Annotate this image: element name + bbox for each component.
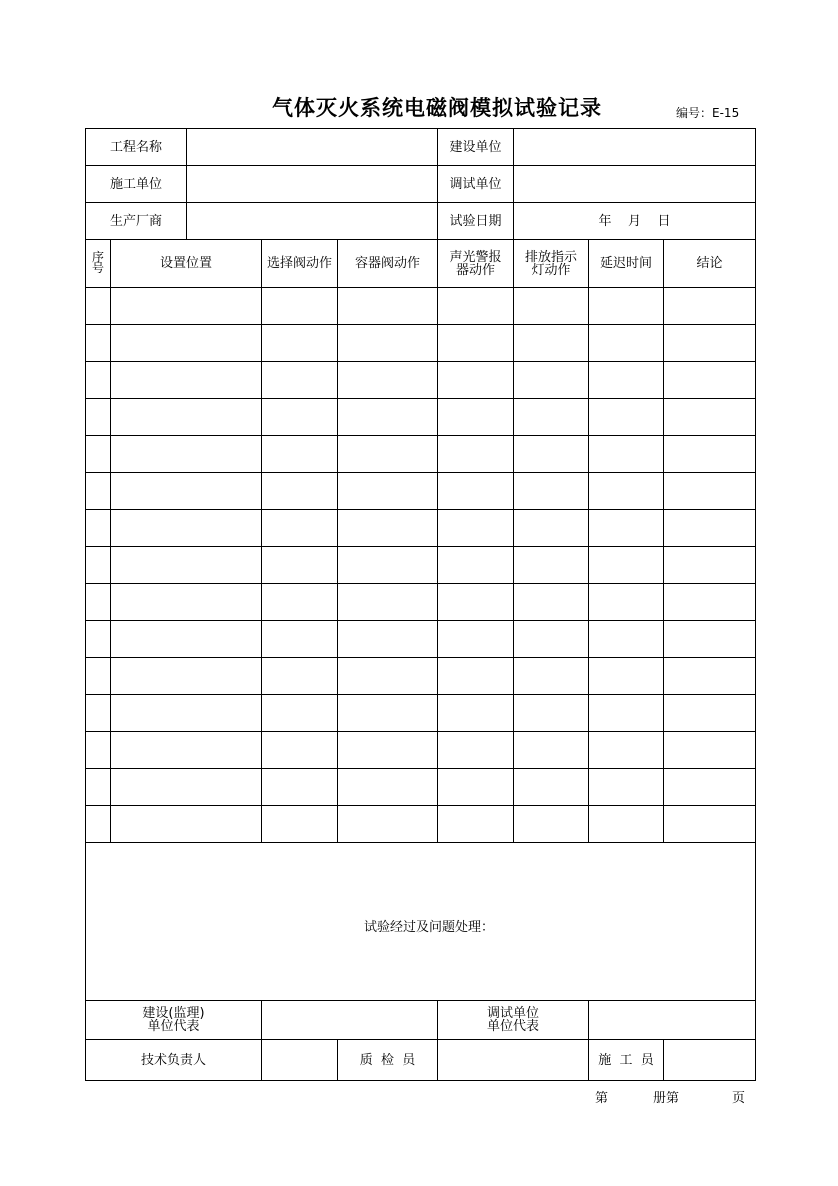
signature-row-2 [86,1040,756,1081]
cell-location[interactable] [111,806,262,843]
cell-delay[interactable] [589,362,664,399]
data-rows [86,288,756,843]
cell-location[interactable] [111,584,262,621]
footer-volume-suffix: 册第 [653,1091,680,1106]
cell-delay[interactable] [589,473,664,510]
cell-selector-valve[interactable] [262,658,338,695]
cell-alarm[interactable] [438,806,514,843]
table-row [86,436,756,473]
cell-seq[interactable] [86,621,111,658]
commissioning-rep-label-text: 调试单位单位代表 [487,1006,540,1034]
cell-conclusion[interactable] [664,621,756,658]
cell-container-valve[interactable] [338,399,438,436]
table-row [86,547,756,584]
cell-seq[interactable] [86,362,111,399]
cell-container-valve[interactable] [338,658,438,695]
cell-conclusion[interactable] [664,399,756,436]
cell-alarm[interactable] [438,695,514,732]
table-row [86,288,756,325]
cell-seq[interactable] [86,510,111,547]
form-title: 气体灭火系统电磁阀模拟试验记录 [272,96,602,120]
cell-location[interactable] [111,695,262,732]
cell-seq[interactable] [86,288,111,325]
cell-delay[interactable] [589,769,664,806]
cell-location[interactable] [111,732,262,769]
builder-label: 建设单位 [438,129,514,166]
cell-conclusion[interactable] [664,658,756,695]
project-name-field[interactable] [187,129,438,166]
cell-discharge-light[interactable] [514,658,589,695]
header-container-valve: 容器阀动作 [338,240,438,288]
cell-discharge-light[interactable] [514,362,589,399]
cell-discharge-light[interactable] [514,695,589,732]
cell-alarm[interactable] [438,473,514,510]
cell-seq[interactable] [86,325,111,362]
table-row [86,621,756,658]
cell-location[interactable] [111,288,262,325]
form-code-label: 编号： [676,106,713,120]
cell-alarm[interactable] [438,584,514,621]
builder-rep-label [86,1001,262,1040]
cell-conclusion[interactable] [664,362,756,399]
commissioning-rep-label [438,1001,589,1040]
cell-container-valve[interactable] [338,695,438,732]
builder-rep-field[interactable] [262,1001,438,1040]
cell-alarm[interactable] [438,325,514,362]
cell-seq[interactable] [86,695,111,732]
record-form [85,128,756,1081]
table-header-row [86,240,756,288]
cell-discharge-light[interactable] [514,732,589,769]
cell-alarm[interactable] [438,399,514,436]
info-row-2 [86,166,756,203]
inspector-field[interactable] [438,1040,589,1081]
cell-seq[interactable] [86,732,111,769]
cell-location[interactable] [111,658,262,695]
cell-conclusion[interactable] [664,473,756,510]
cell-conclusion[interactable] [664,584,756,621]
header-discharge-light-text: 排放指示灯动作 [525,249,578,278]
table-row [86,695,756,732]
cell-discharge-light[interactable] [514,621,589,658]
cell-delay[interactable] [589,806,664,843]
cell-alarm[interactable] [438,658,514,695]
cell-container-valve[interactable] [338,325,438,362]
cell-container-valve[interactable] [338,510,438,547]
cell-selector-valve[interactable] [262,695,338,732]
cell-selector-valve[interactable] [262,621,338,658]
cell-selector-valve[interactable] [262,547,338,584]
header-alarm [438,240,514,288]
cell-location[interactable] [111,510,262,547]
cell-delay[interactable] [589,658,664,695]
cell-location[interactable] [111,473,262,510]
contractor-field[interactable] [187,166,438,203]
info-row-1 [86,129,756,166]
header-alarm-text: 声光警报器动作 [449,249,502,278]
cell-selector-valve[interactable] [262,510,338,547]
cell-delay[interactable] [589,584,664,621]
header-location: 设置位置 [111,240,262,288]
cell-selector-valve[interactable] [262,806,338,843]
cell-conclusion[interactable] [664,769,756,806]
cell-seq[interactable] [86,769,111,806]
header-discharge-light [514,240,589,288]
worker-field[interactable] [664,1040,756,1081]
footer-page-suffix: 页 [732,1091,746,1106]
cell-seq[interactable] [86,584,111,621]
cell-selector-valve[interactable] [262,399,338,436]
tech-lead-field[interactable] [262,1040,338,1081]
cell-discharge-light[interactable] [514,288,589,325]
cell-seq[interactable] [86,399,111,436]
cell-discharge-light[interactable] [514,510,589,547]
manufacturer-label: 生产厂商 [86,203,187,240]
cell-seq[interactable] [86,436,111,473]
cell-discharge-light[interactable] [514,547,589,584]
tech-lead-label: 技术负责人 [86,1040,262,1081]
cell-location[interactable] [111,621,262,658]
cell-conclusion[interactable] [664,806,756,843]
header-conclusion: 结论 [664,240,756,288]
contractor-label: 施工单位 [86,166,187,203]
cell-conclusion[interactable] [664,288,756,325]
cell-delay[interactable] [589,547,664,584]
signature-row-1 [86,1001,756,1040]
cell-container-valve[interactable] [338,732,438,769]
cell-conclusion[interactable] [664,547,756,584]
cell-discharge-light[interactable] [514,436,589,473]
commissioning-unit-field[interactable] [514,166,756,203]
cell-seq[interactable] [86,658,111,695]
cell-selector-valve[interactable] [262,325,338,362]
cell-alarm[interactable] [438,547,514,584]
cell-seq[interactable] [86,473,111,510]
cell-conclusion[interactable] [664,695,756,732]
table-row [86,510,756,547]
notes-label: 试验经过及问题处理： [364,920,495,935]
cell-selector-valve[interactable] [262,732,338,769]
cell-selector-valve[interactable] [262,288,338,325]
cell-delay[interactable] [589,325,664,362]
cell-container-valve[interactable] [338,473,438,510]
cell-discharge-light[interactable] [514,806,589,843]
cell-alarm[interactable] [438,288,514,325]
cell-discharge-light[interactable] [514,584,589,621]
cell-container-valve[interactable] [338,362,438,399]
table-row [86,473,756,510]
cell-container-valve[interactable] [338,436,438,473]
table-row [86,362,756,399]
cell-alarm[interactable] [438,510,514,547]
table-row [86,658,756,695]
cell-delay[interactable] [589,399,664,436]
cell-location[interactable] [111,362,262,399]
cell-conclusion[interactable] [664,325,756,362]
test-date-label: 试验日期 [438,203,514,240]
cell-container-valve[interactable] [338,288,438,325]
form-code-value: E-15 [712,106,740,120]
cell-container-valve[interactable] [338,621,438,658]
cell-delay[interactable] [589,732,664,769]
commissioning-rep-field[interactable] [589,1001,756,1040]
cell-container-valve[interactable] [338,806,438,843]
cell-selector-valve[interactable] [262,362,338,399]
cell-alarm[interactable] [438,362,514,399]
form-code [676,104,739,121]
cell-discharge-light[interactable] [514,399,589,436]
cell-seq[interactable] [86,806,111,843]
inspector-label: 质 检 员 [338,1040,438,1081]
cell-conclusion[interactable] [664,436,756,473]
test-date-field[interactable]: 年 月 日 [514,203,756,240]
header-seq [86,240,111,288]
cell-location[interactable] [111,325,262,362]
header-seq-text: 序号 [91,250,104,275]
cell-discharge-light[interactable] [514,473,589,510]
header-delay: 延迟时间 [589,240,664,288]
footer-volume-prefix: 第 [595,1091,609,1106]
project-name-label: 工程名称 [86,129,187,166]
cell-seq[interactable] [86,547,111,584]
manufacturer-field[interactable] [187,203,438,240]
notes-row [86,843,756,1001]
table-row [86,584,756,621]
cell-location[interactable] [111,436,262,473]
cell-location[interactable] [111,399,262,436]
table-row [86,769,756,806]
cell-discharge-light[interactable] [514,325,589,362]
cell-conclusion[interactable] [664,510,756,547]
cell-location[interactable] [111,769,262,806]
cell-selector-valve[interactable] [262,473,338,510]
cell-alarm[interactable] [438,436,514,473]
cell-alarm[interactable] [438,769,514,806]
table-row [86,732,756,769]
cell-delay[interactable] [589,510,664,547]
cell-selector-valve[interactable] [262,584,338,621]
cell-alarm[interactable] [438,732,514,769]
table-row [86,399,756,436]
info-row-3 [86,203,756,240]
cell-container-valve[interactable] [338,547,438,584]
cell-container-valve[interactable] [338,769,438,806]
builder-field[interactable] [514,129,756,166]
cell-delay[interactable] [589,695,664,732]
cell-delay[interactable] [589,288,664,325]
notes-field[interactable] [86,843,756,1001]
cell-discharge-light[interactable] [514,769,589,806]
header-selector-valve: 选择阀动作 [262,240,338,288]
cell-delay[interactable] [589,621,664,658]
cell-conclusion[interactable] [664,732,756,769]
table-row [86,325,756,362]
builder-rep-label-text: 建设(监理)单位代表 [142,1006,205,1034]
cell-delay[interactable] [589,436,664,473]
cell-selector-valve[interactable] [262,436,338,473]
table-row [86,806,756,843]
worker-label: 施 工 员 [589,1040,664,1081]
cell-alarm[interactable] [438,621,514,658]
commissioning-unit-label: 调试单位 [438,166,514,203]
cell-location[interactable] [111,547,262,584]
cell-selector-valve[interactable] [262,769,338,806]
cell-container-valve[interactable] [338,584,438,621]
